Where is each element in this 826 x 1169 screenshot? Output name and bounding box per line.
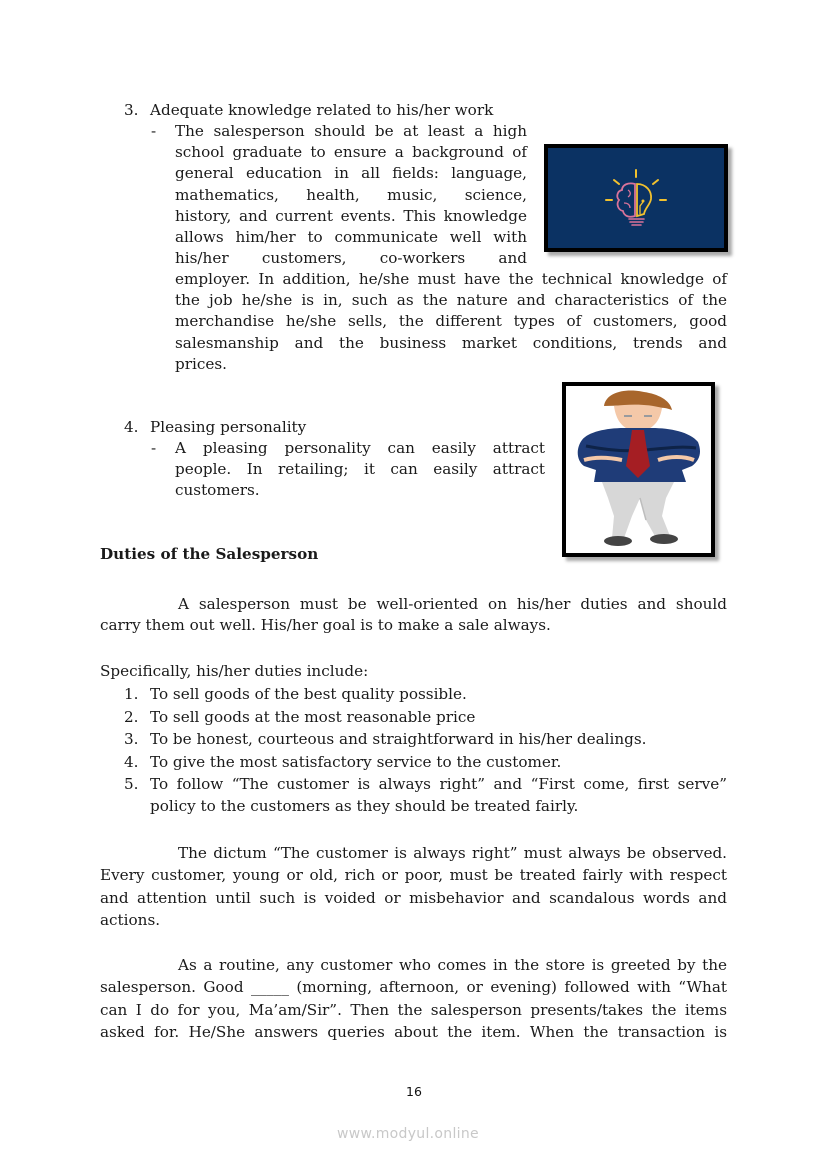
- section-3-number: 3.: [124, 101, 139, 119]
- text-line: salesmanship and the business market conditions, trends and: [175, 333, 727, 352]
- section-4-body: [175, 438, 545, 502]
- text-line: his/her customers, co-workers and: [175, 249, 527, 268]
- list-item-text: To be honest, courteous and straightforward in his/her dealings.: [150, 730, 647, 748]
- text-line: school graduate to ensure a background of: [175, 143, 527, 162]
- text-line: history, and current events. This knowledge: [175, 206, 527, 225]
- section-heading: Duties of the Salesperson: [100, 545, 319, 563]
- text-line: salesperson. Good _____ (morning, afternoon, or evening) followed with “What: [100, 978, 727, 997]
- salesman-image: [562, 382, 715, 557]
- list-item-number: 2.: [124, 707, 139, 726]
- text-line: the job he/she is in, such as the nature and characteristics of the: [175, 291, 727, 310]
- text-line: asked for. He/She answers queries about the item. When the transaction is: [100, 1022, 727, 1041]
- text-line: A pleasing personality can easily attract: [175, 439, 545, 457]
- list-item-number: 3.: [124, 730, 139, 748]
- text-line: actions.: [100, 910, 161, 929]
- text-line: allows him/her to communicate well with: [175, 228, 527, 247]
- text-line: customers.: [175, 481, 260, 500]
- text-line: As a routine, any customer who comes in the store is greeted by the: [178, 956, 727, 974]
- duties-list: [124, 684, 727, 819]
- text-line: The dictum “The customer is always right” must always be observed.: [178, 844, 727, 862]
- duties-intro-paragraph: [100, 594, 727, 636]
- page-number: 16: [406, 1084, 422, 1099]
- list-item: [124, 752, 727, 775]
- section-4-dash: -: [151, 439, 157, 457]
- list-item-text: To give the most satisfactory service to the customer.: [150, 752, 562, 771]
- text-line: employer. In addition, he/she must have the technical knowledge of: [175, 270, 727, 288]
- text-line: prices.: [175, 354, 227, 373]
- text-line: people. In retailing; it can easily attract: [175, 460, 545, 479]
- text-line: and attention until such is voided or misbehavior and scandalous words and: [100, 888, 727, 907]
- list-item: [124, 707, 727, 730]
- list-item: [124, 774, 727, 819]
- list-item: [124, 684, 727, 707]
- watermark: www.modyul.online: [337, 1126, 479, 1142]
- duties-list-intro: Specifically, his/her duties include:: [100, 662, 369, 680]
- list-item-number: 4.: [124, 752, 139, 771]
- list-item: [124, 729, 727, 752]
- list-item-text: To sell goods at the most reasonable price: [150, 707, 476, 726]
- dictum-paragraph: [100, 842, 727, 931]
- section-3-body-wide: [175, 269, 727, 375]
- list-item-text: To follow “The customer is always right” and “First come, first serve”: [150, 775, 727, 793]
- salesman-figure-icon: [566, 386, 711, 553]
- list-item-number: 5.: [124, 775, 139, 793]
- section-3-body-narrow: [175, 121, 527, 269]
- text-line: carry them out well. His/her goal is to make a sale always.: [100, 616, 551, 635]
- knowledge-image: [544, 144, 728, 252]
- section-4-title: Pleasing personality: [150, 418, 307, 436]
- section-3-dash: -: [151, 122, 157, 140]
- text-line: general education in all fields: language,: [175, 164, 527, 183]
- list-item-text: To sell goods of the best quality possible.: [150, 685, 467, 703]
- text-line: The salesperson should be at least a high: [175, 122, 527, 140]
- text-line: Every customer, young or old, rich or poor, must be treated fairly with respect: [100, 866, 727, 885]
- list-item-number: 1.: [124, 685, 139, 703]
- routine-paragraph: [100, 954, 727, 1043]
- text-line: A salesperson must be well-oriented on his/her duties and should: [178, 595, 727, 613]
- section-4-number: 4.: [124, 418, 139, 436]
- text-line: mathematics, health, music, science,: [175, 185, 527, 204]
- section-3-title: Adequate knowledge related to his/her work: [150, 101, 494, 119]
- text-line: can I do for you, Ma’am/Sir”. Then the salesperson presents/takes the items: [100, 1000, 727, 1019]
- text-line: merchandise he/she sells, the different types of customers, good: [175, 312, 727, 331]
- brain-lightbulb-icon: [548, 148, 724, 248]
- list-item-text: policy to the customers as they should be treated fairly.: [150, 797, 579, 816]
